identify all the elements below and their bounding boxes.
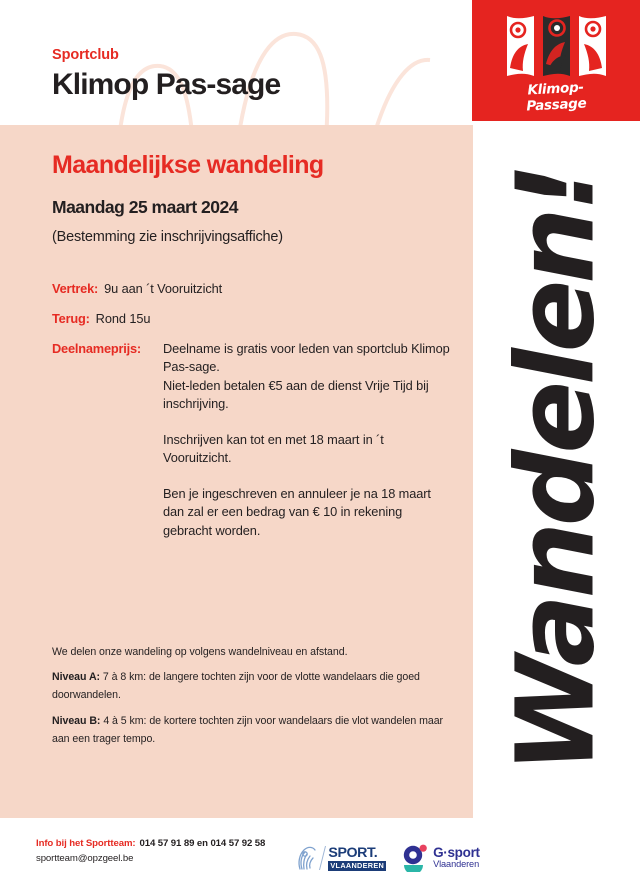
detail-value: Rond 15u (95, 311, 151, 327)
level-b (52, 712, 458, 748)
footer-email[interactable]: sportteam@opzgeel.be (36, 852, 134, 864)
price-body (157, 340, 452, 539)
detail-row-price (52, 340, 452, 539)
levels-intro: We delen onze wandeling op volgens wandelniveau en afstand. (52, 646, 348, 658)
level-a-label: Niveau A: (52, 671, 101, 684)
footer-logos (296, 838, 496, 878)
footer-contact-line (36, 838, 265, 851)
event-date: Maandag 25 maart 2024 (52, 197, 238, 217)
price-paragraph: Deelname is gratis voor leden van sportclub Klimop Pas-sage. Niet-leden betalen €5 aan de dienst Vrije Tijd bij inschrijving. (163, 341, 450, 411)
walking-levels (52, 643, 458, 748)
event-details (52, 280, 452, 540)
main-content (0, 125, 473, 818)
vertical-word: Wandelen! (494, 166, 618, 773)
event-destination-note: (Bestemming zie inschrijvingsaffiche) (52, 229, 283, 245)
club-logo-panels (499, 14, 613, 78)
sport-vlaanderen-wordmark (328, 846, 386, 871)
footer-contact-phones: 014 57 91 89 en 014 57 92 58 (139, 838, 266, 849)
sport-vlaanderen-bottom: VLAANDEREN (330, 860, 385, 870)
logo-figure-right-icon (576, 14, 608, 78)
sport-vlaanderen-top: SPORT. (328, 844, 378, 861)
cancellation-paragraph: Ben je ingeschreven en annuleer je na 18 maart dan zal er een bedrag van € 10 in rekening gebracht worden. (163, 486, 431, 538)
brand-title: Klimop Pas-sage (52, 67, 281, 101)
gsport-wordmark (433, 846, 480, 870)
detail-row-departure (52, 280, 452, 298)
vertical-word-panel (473, 121, 640, 818)
club-logo-wordmark: Klimop-Passage (526, 79, 587, 115)
footer-contact-label: Info bij het Sportteam: (36, 838, 136, 849)
detail-label: Vertrek: (52, 281, 99, 296)
club-logo (472, 0, 640, 121)
gsport-vlaanderen-logo (402, 844, 480, 872)
registration-paragraph: Inschrijven kan tot en met 18 maart in ´t Vooruitzicht. (163, 431, 384, 466)
club-logo-inner (499, 14, 613, 113)
gsport-top: G·sport (433, 845, 480, 861)
footer-contact (36, 838, 265, 866)
detail-label: Terug: (52, 311, 90, 327)
level-b-text: 4 à 5 km: de kortere tochten zijn voor wandelaars die vlot wandelen maar aan een trager tempo. (52, 714, 444, 745)
detail-row-return (52, 310, 452, 328)
level-b-label: Niveau B: (52, 714, 101, 727)
logo-figure-left-icon (504, 14, 536, 78)
price-label: Deelnameprijs: (52, 341, 141, 357)
detail-value: 9u aan ´t Vooruitzicht (104, 281, 223, 296)
gsport-mark-icon (402, 844, 428, 872)
event-headline: Maandelijkse wandeling (52, 151, 324, 179)
lion-icon (296, 845, 317, 871)
level-a (52, 668, 458, 704)
level-a-text: 7 à 8 km: de langere tochten zijn voor de vlotte wandelaars die goed doorwandelen. (52, 671, 420, 702)
brand-pretitle: Sportclub (52, 47, 119, 63)
logo-figure-center-icon (540, 14, 572, 78)
sport-vlaanderen-logo (296, 845, 386, 871)
brand-block (52, 48, 280, 100)
logo-divider (319, 846, 326, 870)
gsport-bottom: Vlaanderen (433, 859, 480, 870)
